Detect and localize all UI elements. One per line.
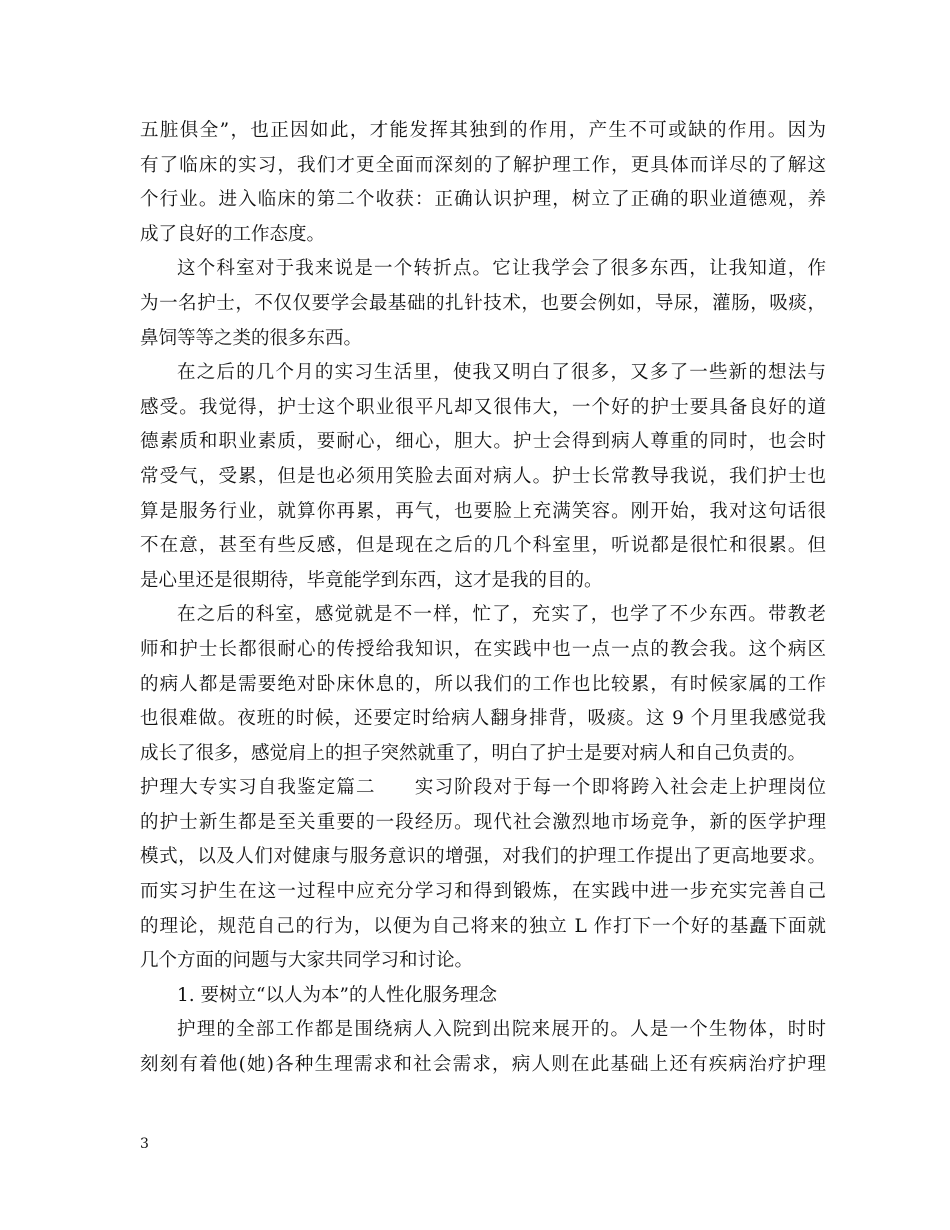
- text-line: 的病人都是需要绝对卧床休息的，所以我们的工作也比较累，有时候家属的工作: [140, 673, 826, 695]
- text-line: 个行业。进入临床的第二个收获：正确认识护理，树立了正确的职业道德观，养: [140, 189, 826, 211]
- numbered-heading: 1. 要树立“以人为本”的人性化服务理念: [177, 984, 497, 1006]
- text-line: 鼻饲等等之类的很多东西。: [140, 327, 363, 349]
- text-line: 五脏俱全”，也正因如此，才能发挥其独到的作用，产生不可或缺的作用。因为: [140, 120, 826, 141]
- section-heading-line: 护理大专实习自我鉴定篇二 实习阶段对于每一个即将跨入社会走上护理岗位: [140, 777, 826, 799]
- body-text: [140, 114, 826, 1083]
- paragraph-start-line: 这个科室对于我来说是一个转折点。它让我学会了很多东西，让我知道，作: [177, 258, 826, 280]
- text-line: 成了良好的工作态度。: [140, 223, 326, 245]
- paragraph-start-line: 在之后的几个月的实习生活里，使我又明白了很多，又多了一些新的想法与: [177, 362, 826, 384]
- text-line: 德素质和职业素质，要耐心，细心，胆大。护士会得到病人尊重的同时，也会时: [140, 431, 826, 453]
- text-line: 成长了很多，感觉肩上的担子突然就重了，明白了护士是要对病人和自己负责的。: [140, 742, 807, 764]
- text-line: 是心里还是很期待，毕竟能学到东西，这才是我的目的。: [140, 569, 603, 591]
- text-line: 几个方面的问题与大家共同学习和讨论。: [140, 950, 474, 972]
- page-number: 3: [140, 1136, 149, 1152]
- text-line: 算是服务行业，就算你再累，再气，也要脸上充满笑容。刚开始，我对这句话很: [140, 500, 826, 522]
- text-line: 为一名护士，不仅仅要学会最基础的扎针技术，也要会例如，导尿，灌肠，吸痰，: [140, 292, 826, 314]
- text-line: 常受气，受累，但是也必须用笑脸去面对病人。护士长常教导我说，我们护士也: [140, 465, 826, 487]
- text-line: 感受。我觉得，护士这个职业很平凡却又很伟大，一个好的护士要具备良好的道: [140, 396, 826, 418]
- text-line: 刻刻有着他(她)各种生理需求和社会需求，病人则在此基础上还有疾病治疗护理: [140, 1054, 826, 1076]
- paragraph-start-line: 在之后的科室，感觉就是不一样，忙了，充实了，也学了不少东西。带教老: [177, 604, 826, 626]
- text-line: 模式，以及人们对健康与服务意识的增强，对我们的护理工作提出了更高地要求。: [140, 846, 826, 868]
- text-line: 也很难做。夜班的时候，还要定时给病人翻身排背，吸痰。这 9 个月里我感觉我: [140, 708, 826, 730]
- text-line: 师和护士长都很耐心的传授给我知识，在实践中也一点一点的教会我。这个病区: [140, 638, 826, 660]
- text-line: 不在意，甚至有些反感，但是现在之后的几个科室里，听说都是很忙和很累。但: [140, 535, 826, 557]
- text-line: 而实习护生在这一过程中应充分学习和得到锻炼，在实践中进一步充实完善自己: [140, 881, 826, 903]
- paragraph-start-line: 护理的全部工作都是围绕病人入院到出院来展开的。人是一个生物体，时时: [177, 1019, 826, 1041]
- text-line: 的理论，规范自己的行为，以便为自己将来的独立 L 作打下一个好的基矗下面就: [140, 915, 826, 937]
- text-line: 的护士新生都是至关重要的一段经历。现代社会激烈地市场竞争，新的医学护理: [140, 811, 826, 833]
- text-line: 有了临床的实习，我们才更全面而深刻的了解护理工作，更具体而详尽的了解这: [140, 154, 826, 176]
